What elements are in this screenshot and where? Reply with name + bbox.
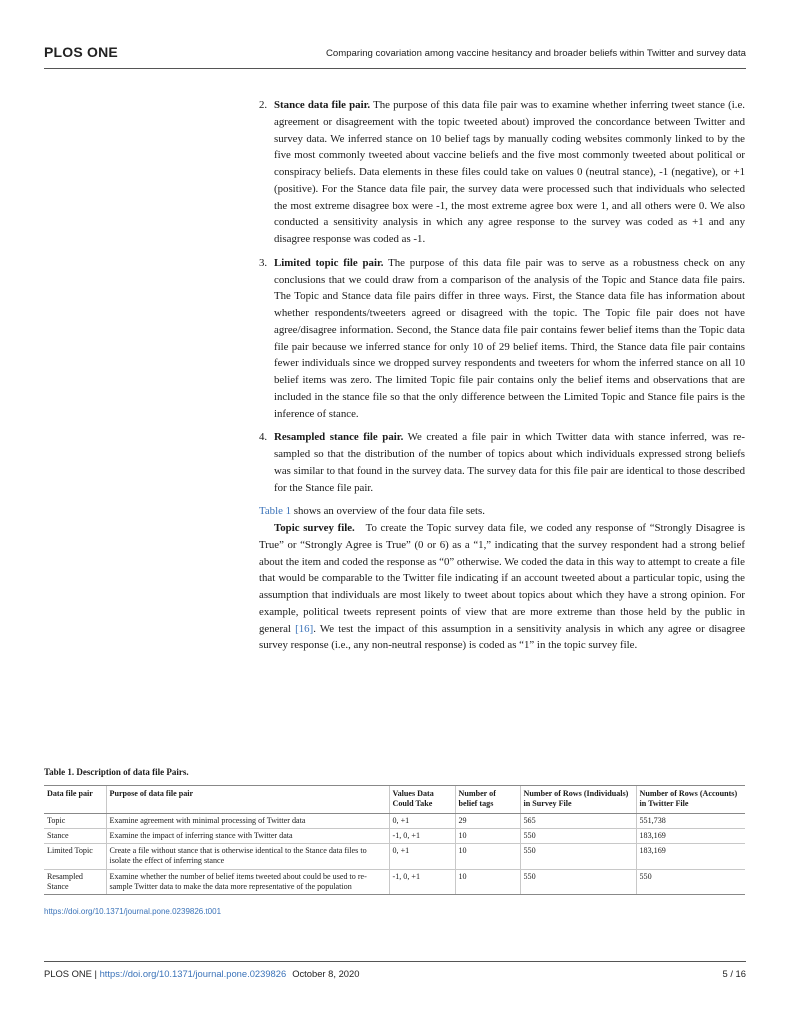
list-item-text: [274, 429, 745, 496]
list-item-body: The purpose of this data file pair was to examine whether inferring tweet stance (i.e. agreement or disagreement with the topic tweeted about) improved the concordance between Twitter and survey data. We inferred stance on 10 belief tags by manually coding websites commonly linked to by the five most commonly tweeted about vaccine beliefs and the five most commonly tweeted about political or conspiracy beliefs. Data elements in these files could take on values 0 (neutral stance), -1 (negative), or +1 (positive). For the Stance data file pair, the survey data were processed such that individuals who selected the most extreme disagree box were -1, the most extreme agree box were 1, and all others were 0. We also conducted a sensitivity analysis in which any agree response to the survey was coded as +1 and any disagree response was coded as -1.: [274, 99, 745, 245]
data-file-table: [44, 785, 745, 895]
running-title: Comparing covariation among vaccine hesitancy and broader beliefs within Twitter and survey data: [325, 48, 746, 59]
table-cell: Topic: [44, 813, 106, 828]
table-cell: -1, 0, +1: [389, 869, 455, 895]
table-cell: 10: [455, 828, 520, 843]
footer-date: October 8, 2020: [292, 968, 360, 979]
footer-doi-link[interactable]: https://doi.org/10.1371/journal.pone.0239826: [99, 968, 287, 979]
list-item-text: [274, 255, 745, 423]
table-row: [44, 869, 745, 895]
table-cell: Stance: [44, 828, 106, 843]
footer-citation: [44, 968, 359, 979]
table-cell: Resampled Stance: [44, 869, 106, 895]
table-cell: 565: [520, 813, 636, 828]
topic-survey-heading: Topic survey file.: [274, 522, 355, 534]
table-cell: 550: [520, 828, 636, 843]
overview-paragraph: [259, 503, 745, 520]
table-header-row: [44, 786, 745, 814]
footer-journal: PLOS ONE |: [44, 968, 100, 979]
main-text: [259, 97, 748, 654]
table-header-cell: Data file pair: [44, 786, 106, 814]
table-cell: Examine agreement with minimal processing of Twitter data: [106, 813, 389, 828]
table-cell: 550: [520, 844, 636, 870]
table-cell: 183,169: [636, 828, 745, 843]
table-cell: Limited Topic: [44, 844, 106, 870]
table-cell: Examine the impact of inferring stance with Twitter data: [106, 828, 389, 843]
table-cell: 10: [455, 869, 520, 895]
table-cell: 0, +1: [389, 844, 455, 870]
topic-text-part2: . We test the impact of this assumption in a sensitivity analysis in which any agree or disagree survey response (i.e., any non-neutral response) is coded as “1” in the topic survey file.: [259, 622, 746, 652]
table-header-cell: Number of belief tags: [455, 786, 520, 814]
table-caption: Table 1. Description of data file Pairs.: [44, 767, 189, 777]
footer-rule: [44, 961, 746, 962]
list-number: 2.: [259, 99, 268, 111]
topic-survey-paragraph: [259, 520, 748, 654]
list-number: 4.: [259, 431, 268, 444]
table-cell: Examine whether the number of belief items tweeted about could be used to re-sample Twitter data to make the data more representative of the population: [106, 869, 389, 895]
topic-text-part1: To create the Topic survey data file, we coded any response of “Strongly Disagree is True” or “Strongly Agree is True” (0 or 6) as a “1,” indicating that the survey respondent had a strong belief about the item and coded the response as “0” otherwise. We coded the data in this way to attempt to create a file that would be comparable to the Twitter file indicating if an account tweeted about a particular topic, using the assumption that individuals are most likely to tweet about topics about which they have a strong opinion. For example, political tweets represent points of view that are more extreme than those held by the public in general: [259, 522, 748, 635]
table-cell: 183,169: [636, 844, 745, 870]
list-number: 3.: [259, 256, 268, 269]
list-item-text: [274, 97, 745, 248]
table-cell: 551,738: [636, 813, 745, 828]
table-row: [44, 813, 745, 828]
file-pair-list: [259, 97, 745, 496]
table-cell: 29: [455, 813, 520, 828]
table-cell: 0, +1: [389, 813, 455, 828]
table-header-cell: Purpose of data file pair: [106, 786, 389, 814]
table-header-cell: Number of Rows (Individuals) in Survey File: [520, 786, 636, 814]
list-item-heading: Stance data file pair.: [274, 99, 371, 111]
overview-text: shows an overview of the four data file sets.: [291, 505, 485, 518]
table-cell: 10: [455, 844, 520, 870]
table-row: [44, 828, 745, 843]
list-item-heading: Resampled stance file pair.: [274, 431, 404, 444]
table-row: [44, 844, 745, 870]
table-header-cell: Number of Rows (Accounts) in Twitter File: [636, 786, 745, 814]
table-doi-link[interactable]: https://doi.org/10.1371/journal.pone.0239826.t001: [44, 907, 222, 916]
list-item-body: We created a file pair in which Twitter data with stance inferred, was re-sampled so that the distribution of the number of topics about which individuals expressed strong beliefs was similar to that found in the survey data. The survey data for this file pair are identical to those described for the Stance file pair.: [274, 431, 745, 494]
table-1-link[interactable]: Table 1: [259, 505, 292, 518]
list-item-heading: Limited topic file pair.: [274, 256, 384, 269]
list-item-body: The purpose of this data file pair was to serve as a robustness check on any conclusions that we could draw from a comparison of the analysis of the Topic and Stance data file pairs. The Topic and Stance data file pairs differ in three ways. First, the Stance data file has information about whether respondents/tweeters agreed or disagreed with the topic. The Topic file pair does not have agree/disagree information. Second, the Stance data file pair contains fewer belief items than the Topic data file pair because we inferred stance for only 10 of 29 belief items. Third, the Stance data file pair contains fewer individuals since we dropped survey respondents and tweeters for whom the inferred stance on all 10 belief items was zero. The limited Topic file pair contains only the belief items and observations that are included in the stance file so that the only difference between the Limited Topic and Stance file pairs is the inference of stance.: [274, 256, 746, 420]
list-item: [259, 97, 745, 248]
table-cell: 550: [520, 869, 636, 895]
table-cell: Create a file without stance that is otherwise identical to the Stance data files to isolate the effect of inferring stance: [106, 844, 389, 870]
table-cell: -1, 0, +1: [389, 828, 455, 843]
table-cell: 550: [636, 869, 745, 895]
list-item: [259, 255, 745, 423]
table-header-cell: Values Data Could Take: [389, 786, 455, 814]
list-item: [259, 429, 745, 496]
reference-16-link[interactable]: [16]: [295, 622, 314, 635]
page-number: 5 / 16: [722, 968, 746, 979]
journal-name: PLOS ONE: [44, 44, 118, 60]
header-rule: [44, 68, 746, 69]
